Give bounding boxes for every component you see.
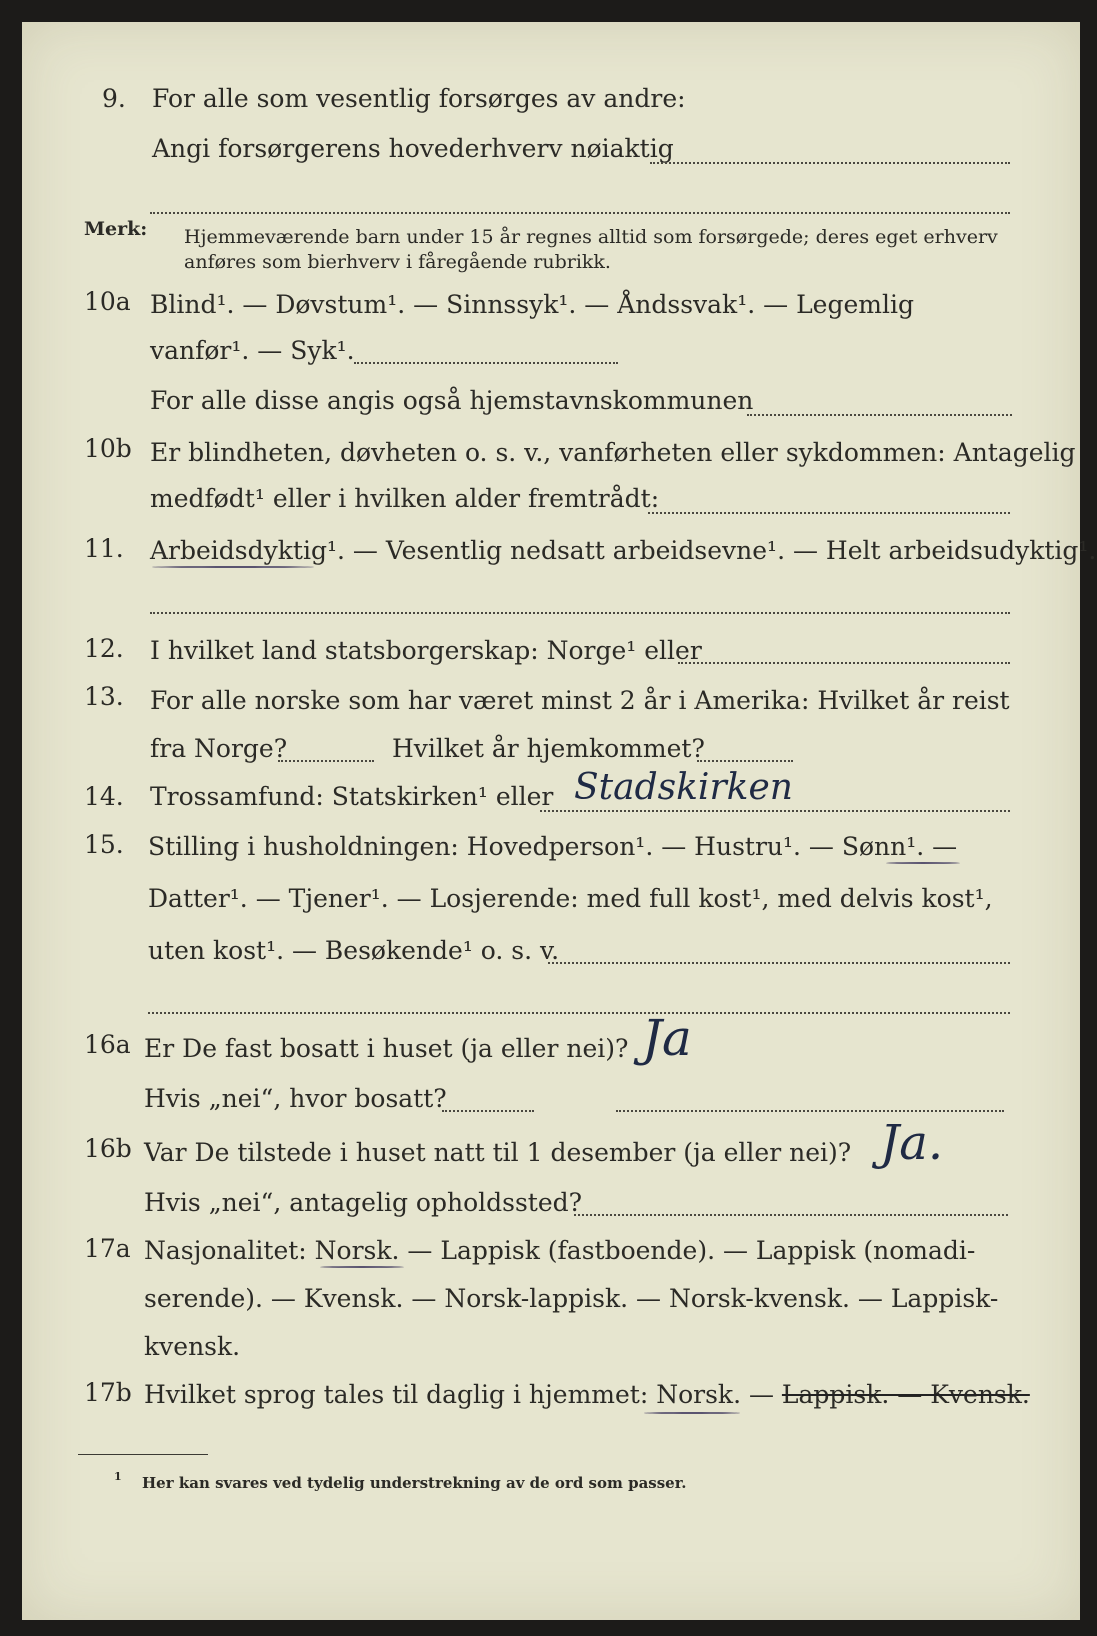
question-12-text: I hvilket land statsborgerskap: Norge¹ eller <box>150 636 702 665</box>
question-11-text: Arbeidsdyktig¹. — Vesentlig nedsatt arbeidsevne¹. — Helt arbeidsudyktig¹. <box>150 536 1097 565</box>
question-17a-text-2: serende). — Kvensk. — Norsk-lappisk. — Norsk-kvensk. — Lappisk- <box>144 1284 999 1313</box>
question-number: 14. <box>84 782 124 811</box>
answer-line <box>548 962 1010 964</box>
question-17a-text-3: kvensk. <box>144 1332 241 1361</box>
question-16a-text: Er De fast bosatt i huset (ja eller nei)? <box>144 1034 629 1063</box>
answer-line <box>616 1110 1004 1112</box>
answer-line <box>678 662 1010 664</box>
question-10b-text: Er blindheten, døvheten o. s. v., vanførheten eller sykdommen: Antagelig <box>150 438 1076 467</box>
answer-line <box>648 512 1010 514</box>
question-15-text-3: uten kost¹. — Besøkende¹ o. s. v. <box>148 936 560 965</box>
answer-line <box>540 810 1010 812</box>
answer-line <box>150 212 1010 214</box>
merk-label: Merk: <box>84 218 148 240</box>
handwritten-answer: Ja. <box>880 1115 944 1171</box>
answer-line <box>278 760 374 762</box>
handwritten-underline <box>644 1412 740 1414</box>
merk-text-2: anføres som bierhverv i fåregående rubrikk. <box>184 251 611 273</box>
question-number: 11. <box>84 534 124 563</box>
question-number: 16a <box>84 1030 131 1059</box>
question-number: 17a <box>84 1234 131 1263</box>
question-number: 17b <box>84 1378 132 1407</box>
answer-line <box>150 612 1010 614</box>
question-13-text-2b: Hvilket år hjemkommet? <box>392 734 705 763</box>
question-number: 15. <box>84 830 124 859</box>
question-number: 10b <box>84 434 132 463</box>
question-10a-text-2: vanfør¹. — Syk¹. <box>150 336 355 365</box>
question-14-text: Trossamfund: Statskirken¹ eller <box>150 782 554 811</box>
answer-line <box>354 362 618 364</box>
answer-line <box>650 162 1010 164</box>
merk-text: Hjemmeværende barn under 15 år regnes alltid som forsørgede; deres eget erhverv <box>184 226 998 248</box>
handwritten-underline <box>886 862 960 864</box>
answer-line <box>148 1012 1010 1014</box>
question-number: 16b <box>84 1134 132 1163</box>
question-10b-text-2: medfødt¹ eller i hvilken alder fremtrådt: <box>150 484 660 513</box>
question-number: 9. <box>102 84 126 113</box>
question-17b-lead: Hvilket sprog tales til daglig i hjemmet: Norsk. — <box>144 1380 782 1409</box>
question-number: 12. <box>84 634 124 663</box>
question-15-text-2: Datter¹. — Tjener¹. — Losjerende: med full kost¹, med delvis kost¹, <box>148 884 993 913</box>
answer-line <box>574 1214 1008 1216</box>
question-17b-text <box>144 1380 1030 1410</box>
question-13-text: For alle norske som har været minst 2 år i Amerika: Hvilket år reist <box>150 686 1010 715</box>
handwritten-answer: Ja <box>642 1009 692 1067</box>
footnote-rule <box>78 1454 208 1455</box>
question-9-text-2: Angi forsørgerens hovederhverv nøiaktig <box>152 134 674 163</box>
answer-line <box>442 1110 534 1112</box>
question-15-text: Stilling i husholdningen: Hovedperson¹. — Hustru¹. — Sønn¹. — <box>148 832 958 861</box>
question-16b-text-2: Hvis „nei“, antagelig opholdssted? <box>144 1188 583 1217</box>
struck-options: Lappisk. — Kvensk. <box>781 1380 1030 1409</box>
question-number: 13. <box>84 682 124 711</box>
question-13-text-2a: fra Norge? <box>150 734 288 763</box>
handwritten-answer: Stadskirken <box>574 767 793 808</box>
question-17a-text: Nasjonalitet: Norsk. — Lappisk (fastboende). — Lappisk (nomadi- <box>144 1236 976 1265</box>
census-form-page <box>22 22 1097 1620</box>
question-number: 10a <box>84 287 131 316</box>
question-16a-text-2: Hvis „nei“, hvor bosatt? <box>144 1084 447 1113</box>
answer-line <box>747 414 1012 416</box>
question-16b-text: Var De tilstede i huset natt til 1 desember (ja eller nei)? <box>144 1138 852 1167</box>
question-9-text: For alle som vesentlig forsørges av andre: <box>152 84 686 113</box>
question-10a-text-3: For alle disse angis også hjemstavnskommunen <box>150 386 754 415</box>
handwritten-underline <box>320 1266 404 1268</box>
question-10a-text: Blind¹. — Døvstum¹. — Sinnssyk¹. — Åndssvak¹. — Legemlig <box>150 290 914 319</box>
footnote-text: Her kan svares ved tydelig understrekning av de ord som passer. <box>142 1474 687 1492</box>
handwritten-underline <box>152 566 314 568</box>
footnote-mark: 1 <box>114 1470 122 1483</box>
answer-line <box>697 760 793 762</box>
